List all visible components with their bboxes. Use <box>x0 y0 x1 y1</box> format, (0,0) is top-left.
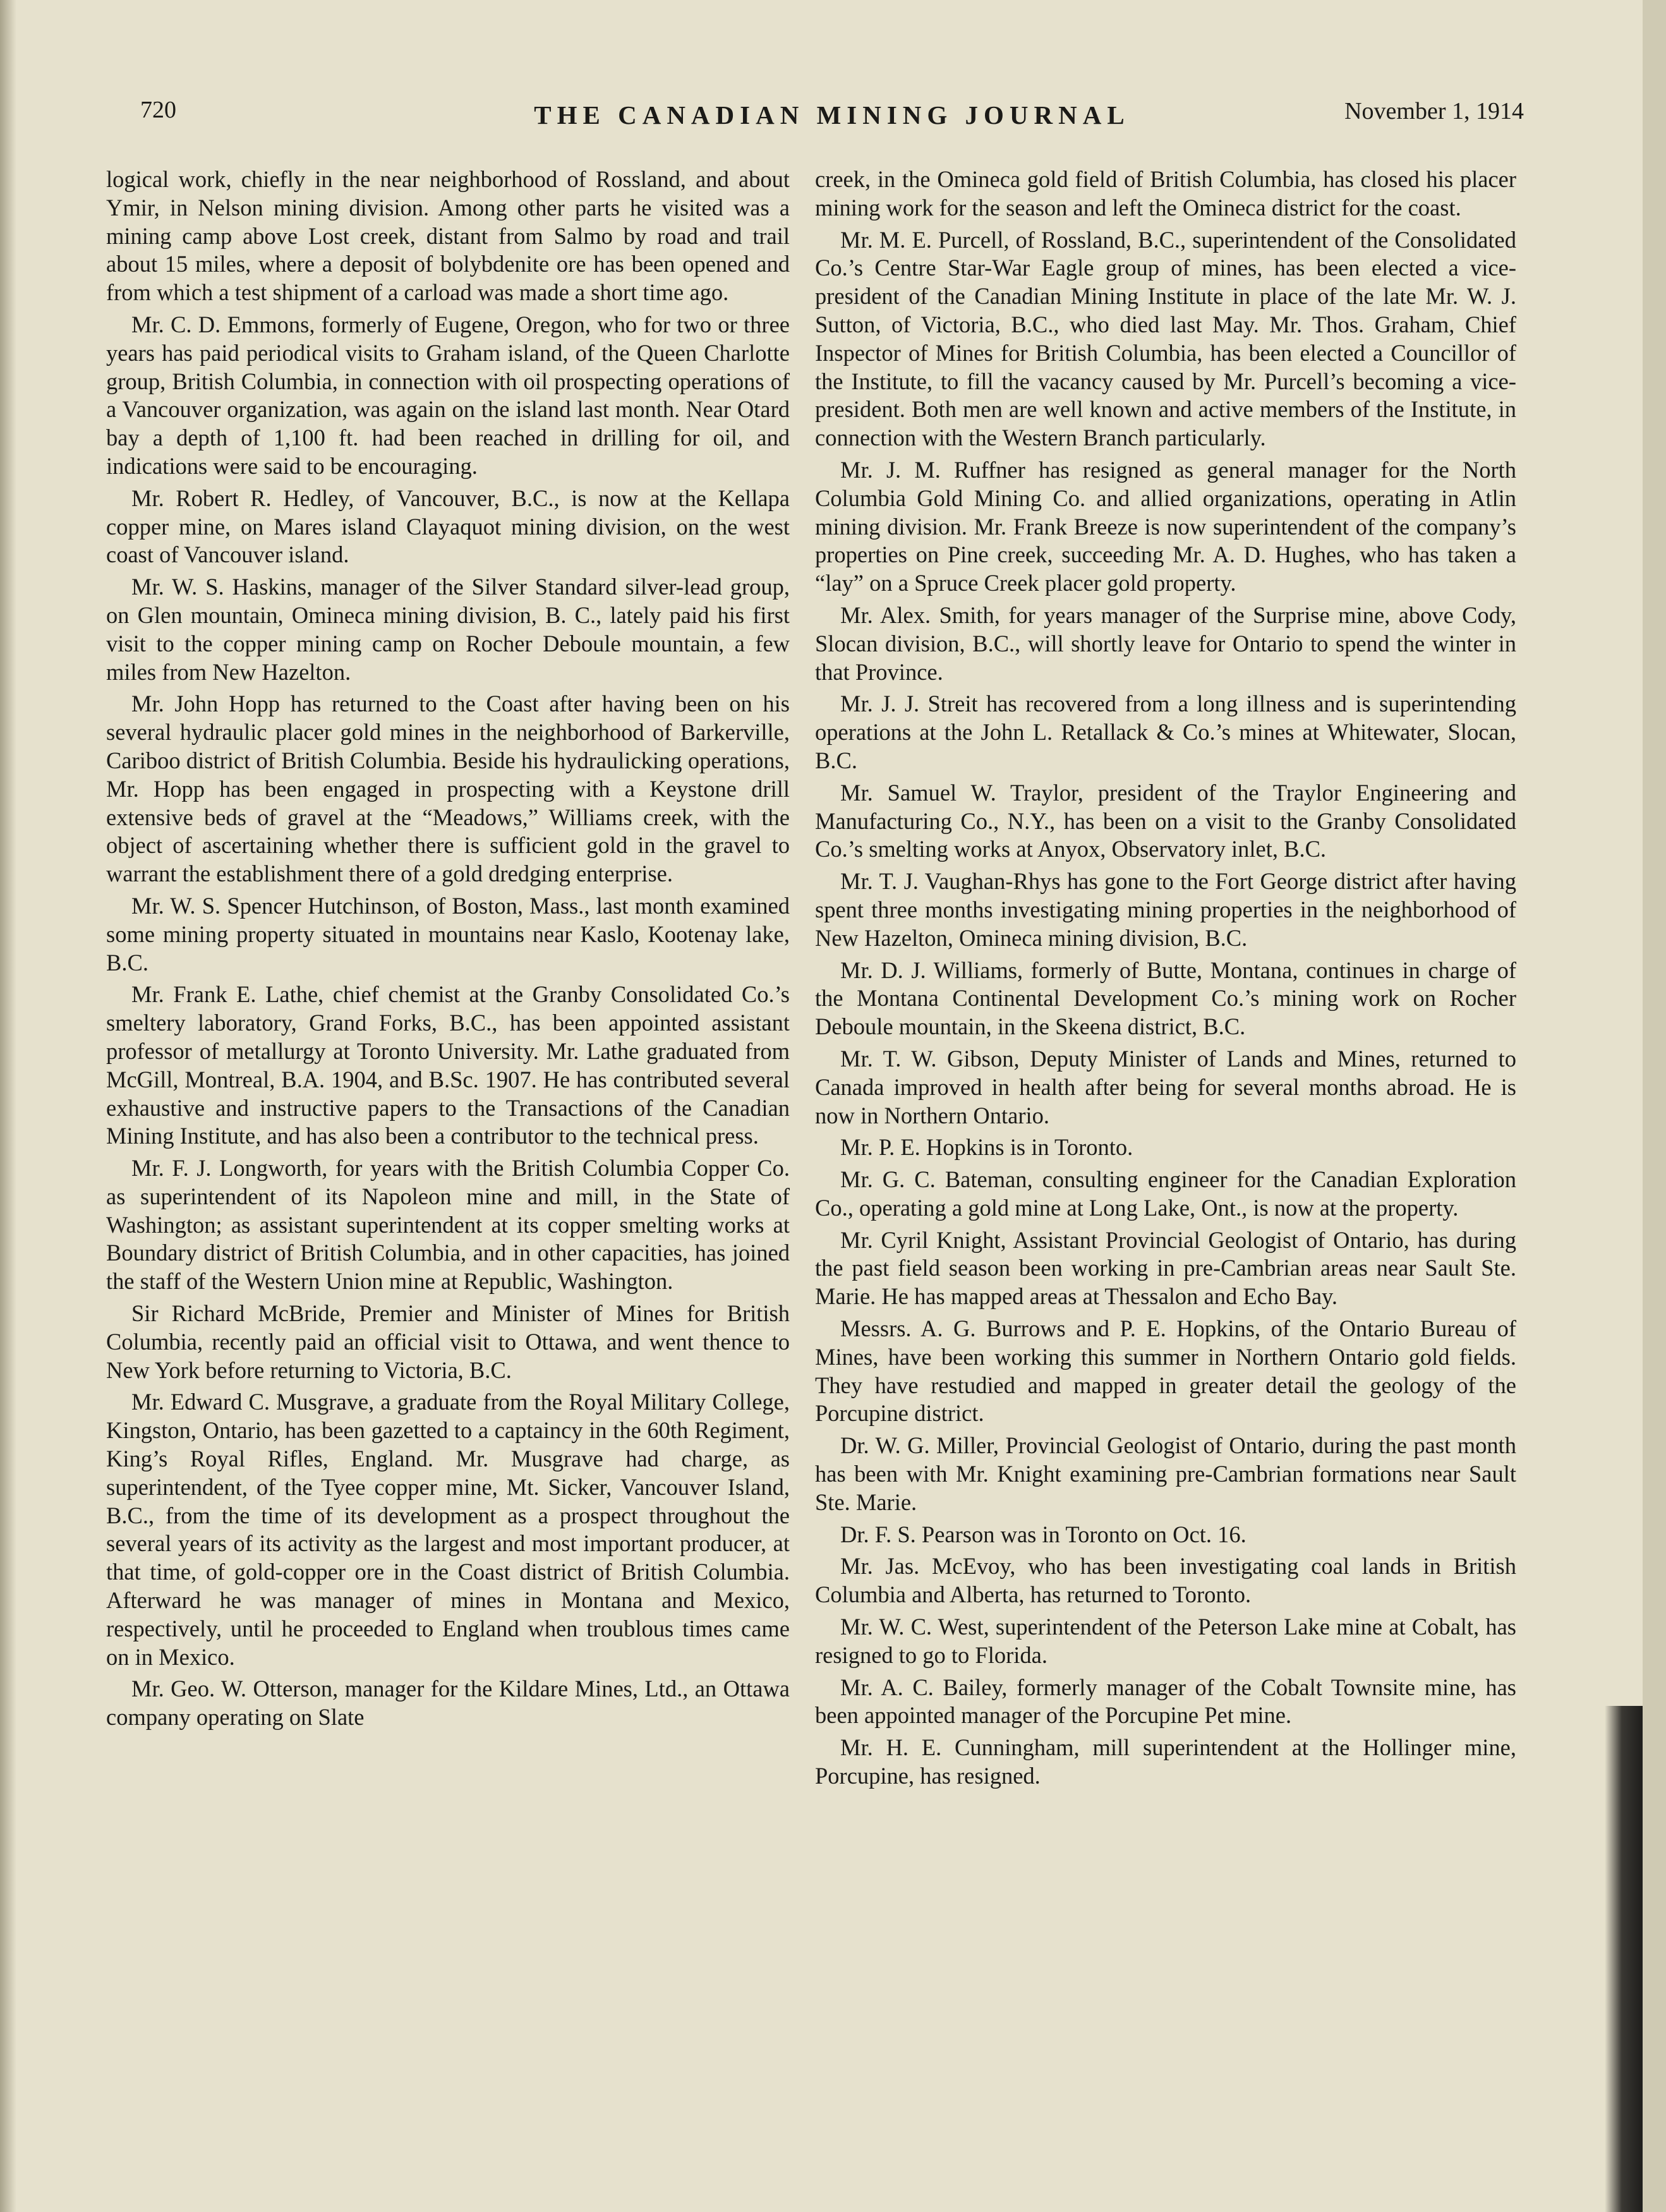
paragraph: Mr. Samuel W. Traylor, president of the Traylor Engineering and Manufacturing Co., N.Y., has been on a visit to the Granby Consolidated Co.’s smelting works at Anyox, Observatory inlet, B.C. <box>815 779 1516 862</box>
paragraph: Mr. Alex. Smith, for years manager of the Surprise mine, above Cody, Slocan division, B.C., will shortly leave for Ontario to spend the winter in that Province. <box>815 601 1516 685</box>
paragraph: Mr. W. S. Haskins, manager of the Silver Standard silver-lead group, on Glen mountain, Omineca mining division, B. C., lately paid his first visit to the copper mining camp on Rocher Deboule mountain, a few miles from New Hazelton. <box>106 574 790 685</box>
paragraph: Messrs. A. G. Burrows and P. E. Hopkins, of the Ontario Bureau of Mines, have been working this summer in Northern Ontario gold fields. They have restudied and mapped in greater detail the geology of the Porcupine district. <box>815 1315 1516 1427</box>
paragraph: Mr. A. C. Bailey, formerly manager of the Cobalt Townsite mine, has been appointed manager of the Porcupine Pet mine. <box>815 1674 1516 1729</box>
paragraph: Mr. C. D. Emmons, formerly of Eugene, Oregon, who for two or three years has paid periodical visits to Graham island, of the Queen Charlotte group, British Columbia, in connection with oil prospecting operations of a Vancouver organization, was again on the island last month. Near Otard bay a depth of 1,100 ft. had been reached in drilling for oil, and indications were said to be encouraging. <box>106 311 790 479</box>
paragraph: Mr. P. E. Hopkins is in Toronto. <box>840 1134 1133 1161</box>
paragraph: Mr. Robert R. Hedley, of Vancouver, B.C., is now at the Kellapa copper mine, on Mares island Clayaquot mining division, on the west coast of Vancouver island. <box>106 485 790 568</box>
left-column <box>106 166 790 1736</box>
paragraph: Mr. F. J. Longworth, for years with the British Columbia Copper Co. as superintendent of its Napoleon mine and mill, in the State of Washington; as assistant superintendent at its copper smelting works at Boundary district of British Columbia, and in other capacities, has joined the staff of the Western Union mine at Republic, Washington. <box>106 1155 790 1295</box>
paragraph: Mr. Frank E. Lathe, chief chemist at the Granby Consolidated Co.’s smeltery laboratory, Grand Forks, B.C., has been appointed assistant professor of metallurgy at Toronto University. Mr. Lathe graduated from McGill, Montreal, B.A. 1904, and B.Sc. 1907. He has contributed several exhaustive and instructive papers to the Transactions of the Canadian Mining Institute, and has also been a contributor to the technical press. <box>106 981 790 1149</box>
paragraph: Mr. John Hopp has returned to the Coast after having been on his several hydraulic placer gold mines in the neighborhood of Barkerville, Cariboo district of British Columbia. Beside his hydraulicking operations, Mr. Hopp has been engaged in prospecting with a Keystone drill extensive beds of gravel at the “Meadows,” Williams creek, with the object of ascertaining whether there is sufficient gold in the gravel to warrant the establishment there of a gold dredging enterprise. <box>106 691 790 887</box>
page-header <box>140 96 1524 134</box>
paragraph: Dr. F. S. Pearson was in Toronto on Oct. 16. <box>840 1521 1246 1547</box>
paragraph: Mr. W. C. West, superintendent of the Peterson Lake mine at Cobalt, has resigned to go to Florida. <box>815 1614 1516 1668</box>
paragraph: creek, in the Omineca gold field of British Columbia, has closed his placer mining work for the season and left the Omineca district for the coast. <box>815 166 1516 221</box>
paragraph: logical work, chiefly in the near neighborhood of Rossland, and about Ymir, in Nelson mining division. Among other parts he visited was a mining camp above Lost creek, distant from Salmo by road and trail about 15 miles, where a deposit of bolybdenite ore has been opened and from which a test shipment of a carload was made a short time ago. <box>106 166 790 306</box>
page-edge-shadow <box>1605 1706 1643 2212</box>
paragraph: Mr. Geo. W. Otterson, manager for the Kildare Mines, Ltd., an Ottawa company operating on Slate <box>106 1676 790 1731</box>
paragraph: Mr. J. M. Ruffner has resigned as general manager for the North Columbia Gold Mining Co. and allied organizations, operating in Atlin mining division. Mr. Frank Breeze is now superintendent of the company’s properties on Pine creek, succeeding Mr. A. D. Hughes, who has taken a “lay” on a Spruce Creek placer gold property. <box>815 456 1516 596</box>
binding-shadow <box>0 0 16 2212</box>
paragraph: Sir Richard McBride, Premier and Minister of Mines for British Columbia, recently paid an official visit to Ottawa, and went thence to New York before returning to Victoria, B.C. <box>106 1300 790 1383</box>
issue-date: November 1, 1914 <box>1344 98 1524 124</box>
paragraph: Mr. T. J. Vaughan-Rhys has gone to the Fort George district after having spent three months investigating mining properties in the neighborhood of New Hazelton, Omineca mining division, B.C. <box>815 868 1516 951</box>
journal-title: THE CANADIAN MINING JOURNAL <box>534 100 1130 130</box>
right-column <box>815 166 1516 1794</box>
paragraph: Dr. W. G. Miller, Provincial Geologist of Ontario, during the past month has been with Mr. Knight examining pre-Cambrian formations near Sault Ste. Marie. <box>815 1432 1516 1515</box>
paragraph: Mr. W. S. Spencer Hutchinson, of Boston, Mass., last month examined some mining property situated in mountains near Kaslo, Kootenay lake, B.C. <box>106 892 790 976</box>
paragraph: Mr. M. E. Purcell, of Rossland, B.C., superintendent of the Consolidated Co.’s Centre Star-War Eagle group of mines, has been elected a vice-president of the Canadian Mining Institute in place of the late Mr. W. J. Sutton, of Victoria, B.C., who died last May. Mr. Thos. Graham, Chief Inspector of Mines for British Columbia, has been elected a Councillor of the Institute, to fill the vacancy caused by Mr. Purcell’s becoming a vice-president. Both men are well known and active members of the Institute, in connection with the Western Branch particularly. <box>815 226 1516 451</box>
paragraph: Mr. G. C. Bateman, consulting engineer for the Canadian Exploration Co., operating a gold mine at Long Lake, Ont., is now at the property. <box>815 1166 1516 1221</box>
paragraph: Mr. H. E. Cunningham, mill superintendent at the Hollinger mine, Porcupine, has resigned. <box>815 1734 1516 1789</box>
paragraph: Mr. T. W. Gibson, Deputy Minister of Lands and Mines, returned to Canada improved in health after being for several months abroad. He is now in Northern Ontario. <box>815 1045 1516 1128</box>
paragraph: Mr. Jas. McEvoy, who has been investigating coal lands in British Columbia and Alberta, has returned to Toronto. <box>815 1553 1516 1608</box>
paragraph: Mr. Cyril Knight, Assistant Provincial Geologist of Ontario, has during the past field season been working in pre-Cambrian areas near Sault Ste. Marie. He has mapped areas at Thessalon and Echo Bay. <box>815 1226 1516 1310</box>
paragraph: Mr. D. J. Williams, formerly of Butte, Montana, continues in charge of the Montana Continental Development Co.’s mining work on Rocher Deboule mountain, in the Skeena district, B.C. <box>815 957 1516 1040</box>
paragraph: Mr. Edward C. Musgrave, a graduate from the Royal Military College, Kingston, Ontario, has been gazetted to a captaincy in the 60th Regiment, King’s Royal Rifles, England. Mr. Musgrave had charge, as superintendent, of the Tyee copper mine, Mt. Sicker, Vancouver Island, B.C., from the time of its development as a prospect throughout the several years of its activity as the largest and most important producer, at that time, of gold-copper ore in the Coast district of British Columbia. Afterward he was manager of mines in Montana and Mexico, respectively, until he proceeded to England when troublous times came on in Mexico. <box>106 1389 790 1670</box>
page-number: 720 <box>140 97 176 123</box>
paragraph: Mr. J. J. Streit has recovered from a long illness and is superintending operations at the John L. Retallack & Co.’s mines at Whitewater, Slocan, B.C. <box>815 691 1516 773</box>
